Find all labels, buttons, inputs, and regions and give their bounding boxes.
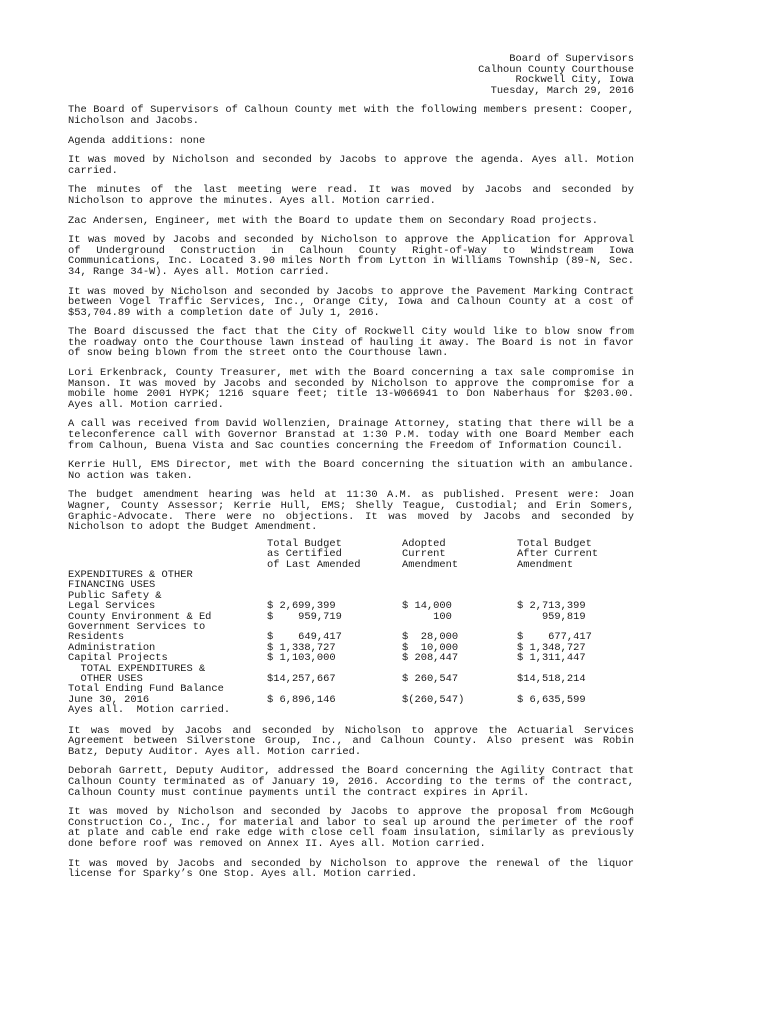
budget-certified-value — [267, 580, 402, 590]
header-line: Calhoun County Courthouse — [478, 63, 634, 76]
budget-total-value: $ 2,713,399 — [517, 600, 586, 613]
budget-row-label: OTHER USES — [68, 673, 143, 686]
header-line: Board of Supervisors — [509, 53, 634, 65]
budget-total-value — [517, 570, 634, 580]
paragraph: It was moved by Jacobs and seconded by Nicholson to approve the Application for Approval of Underground Construction in Calhoun County Right-of-Way to Windstream Iowa Communications, Inc. Located 3.90 miles North from Lytton in Williams Township (89-N, Sec. 34, Range 34-W). Ayes all. Motion carried. — [68, 234, 634, 278]
budget-column-header: Amendment — [517, 558, 574, 571]
budget-amendment-value — [402, 570, 517, 580]
budget-amendment-value: $ 10,000 — [402, 641, 459, 654]
budget-amendment-value: $(260,547) — [402, 693, 465, 706]
budget-certified-value: $14,257,667 — [267, 673, 336, 686]
budget-certified-value: $ 959,719 — [267, 610, 342, 623]
header-line: Rockwell City, Iowa — [515, 74, 634, 87]
budget-column-header: Total Budget — [517, 537, 592, 550]
paragraph: Kerrie Hull, EMS Director, met with the Board concerning the situation with an ambulance. No action was taken. — [68, 459, 634, 482]
budget-column-header: Current — [402, 548, 446, 561]
paragraph: Zac Andersen, Engineer, met with the Board to update them on Secondary Road projects. — [68, 214, 599, 227]
budget-certified-value — [267, 705, 402, 715]
paragraph: Agenda additions: none — [68, 134, 206, 147]
budget-total-value: $14,518,214 — [517, 673, 586, 686]
budget-total-value: $ 1,311,447 — [517, 652, 586, 665]
budget-column-header: Total Budget — [267, 537, 342, 550]
budget-certified-value: $ 6,896,146 — [267, 693, 336, 706]
budget-total-value: $ 1,348,727 — [517, 641, 586, 654]
paragraph: It was moved by Nicholson and seconded by Jacobs to approve the Pavement Marking Contract between Vogel Traffic Services, Inc., Orange City, Iowa and Calhoun County at a cost of $53,704.89 with a completion date of July 1, 2016. — [68, 285, 634, 319]
budget-row-label: Legal Services — [68, 600, 156, 613]
budget-row-label: Total Ending Fund Balance — [68, 683, 224, 696]
budget-column-header: of Last Amended — [267, 558, 361, 571]
budget-amendment-value: $ 260,547 — [402, 673, 459, 686]
budget-header-blank — [68, 539, 267, 549]
budget-certified-value: $ 2,699,399 — [267, 600, 336, 613]
paragraph: Deborah Garrett, Deputy Auditor, addressed the Board concerning the Agility Contract that Calhoun County terminated as of January 19, 2016. According to the terms of the contract, Calhoun County must continue payments until the contract expires in April. — [68, 765, 634, 799]
budget-column-header: Adopted — [402, 537, 446, 550]
budget-certified-value: $ 649,417 — [267, 631, 342, 644]
minutes-body-top — [68, 105, 634, 532]
budget-amendment-value: $ 208,447 — [402, 652, 459, 665]
budget-row-label: EXPENDITURES & OTHER — [68, 569, 193, 581]
paragraph: The Board discussed the fact that the City of Rockwell City would like to blow snow from the roadway onto the Courthouse lawn instead of hauling it away. The Board is not in favor of snow being blown from the street onto the Courthouse lawn. — [68, 326, 634, 360]
budget-row-label: FINANCING USES — [68, 579, 156, 592]
paragraph: The budget amendment hearing was held at 11:30 A.M. as published. Present were: Joan Wagner, County Assessor; Kerrie Hull, EMS; Shelly Teague, Custodial; and Erin Somers, Graphic-Advocate. There were no objections. It was moved by Jacobs and seconded by Nicholson to adopt the Budget Amendment. — [68, 489, 634, 534]
budget-total-value: 959,819 — [517, 610, 586, 623]
budget-certified-value — [267, 570, 402, 580]
budget-column-header: After Current — [517, 548, 599, 561]
budget-amendment-value: $ 14,000 — [402, 600, 452, 613]
budget-row-label: Capital Projects — [68, 652, 168, 665]
budget-total-value: $ 6,635,599 — [517, 693, 586, 706]
budget-total-value — [517, 705, 634, 715]
paragraph: It was moved by Jacobs and seconded by Nicholson to approve the Actuarial Services Agreement between Silverstone Group, Inc., and Calhoun County. Also present was Robin Batz, Deputy Auditor. Ayes all. Motion carried. — [68, 724, 634, 758]
budget-row-label: Government Services to — [68, 621, 206, 634]
paragraph: It was moved by Nicholson and seconded by Jacobs to approve the proposal from McGough Construction Co., Inc., for material and labor to seal up around the perimeter of the roof at plate and cable end rake edge with close cell foam insulation, similarly as previously done before roof was removed on Annex II. Ayes all. Motion carried. — [68, 806, 634, 851]
paragraph: It was moved by Nicholson and seconded by Jacobs to approve the agenda. Ayes all. Motion carried. — [68, 154, 634, 177]
budget-row-label: County Environment & Ed — [68, 610, 212, 623]
budget-row-label: Administration — [68, 641, 156, 654]
budget-certified-value: $ 1,338,727 — [267, 641, 336, 654]
budget-total-value: $ 677,417 — [517, 631, 592, 644]
budget-row-label: TOTAL EXPENDITURES & — [68, 662, 206, 675]
budget-row-label: Residents — [68, 631, 125, 644]
budget-row-label: June 30, 2016 — [68, 693, 150, 706]
document-page — [68, 54, 634, 889]
paragraph: It was moved by Jacobs and seconded by Nicholson to approve the renewal of the liquor license for Sparky’s One Stop. Ayes all. Motion carried. — [68, 857, 634, 881]
paragraph: Lori Erkenbrack, County Treasurer, met with the Board concerning a tax sale compromise in Manson. It was moved by Jacobs and seconded by Nicholson to approve the compromise for a mobile home 2001 HYPK; 1216 square feet; title 13-W066941 to Don Naberhaus for $203.00. Ayes all. Motion carried. — [68, 367, 634, 411]
budget-amendment-value: $ 28,000 — [402, 631, 459, 644]
budget-amendment-value: 100 — [402, 610, 452, 623]
paragraph: The minutes of the last meeting were read. It was moved by Jacobs and seconded by Nicholson to approve the minutes. Ayes all. Motion carried. — [68, 184, 634, 207]
budget-row-label: Ayes all. Motion carried. — [68, 704, 231, 717]
minutes-body-bottom — [68, 726, 634, 880]
budget-row — [68, 705, 634, 715]
paragraph: The Board of Supervisors of Calhoun County met with the following members present: Cooper, Nicholson and Jacobs. — [68, 104, 634, 127]
budget-total-value — [517, 580, 634, 590]
document-header — [68, 54, 634, 96]
budget-amendment-value — [402, 580, 517, 590]
budget-row-label: Public Safety & — [68, 589, 162, 602]
budget-amendment-value — [402, 705, 517, 715]
budget-header-blank — [68, 549, 267, 559]
budget-certified-value: $ 1,103,000 — [267, 652, 336, 665]
budget-column-header: Amendment — [402, 558, 459, 571]
header-date: Tuesday, March 29, 2016 — [490, 84, 634, 97]
paragraph: A call was received from David Wollenzien, Drainage Attorney, stating that there will be a teleconference call with Governor Branstad at 1:30 P.M. today with one Board Member each from Calhoun, Buena Vista and Sac counties concerning the Freedom of Information Council. — [68, 418, 634, 452]
budget-amendment-table — [68, 539, 634, 716]
budget-column-header: as Certified — [267, 548, 342, 561]
